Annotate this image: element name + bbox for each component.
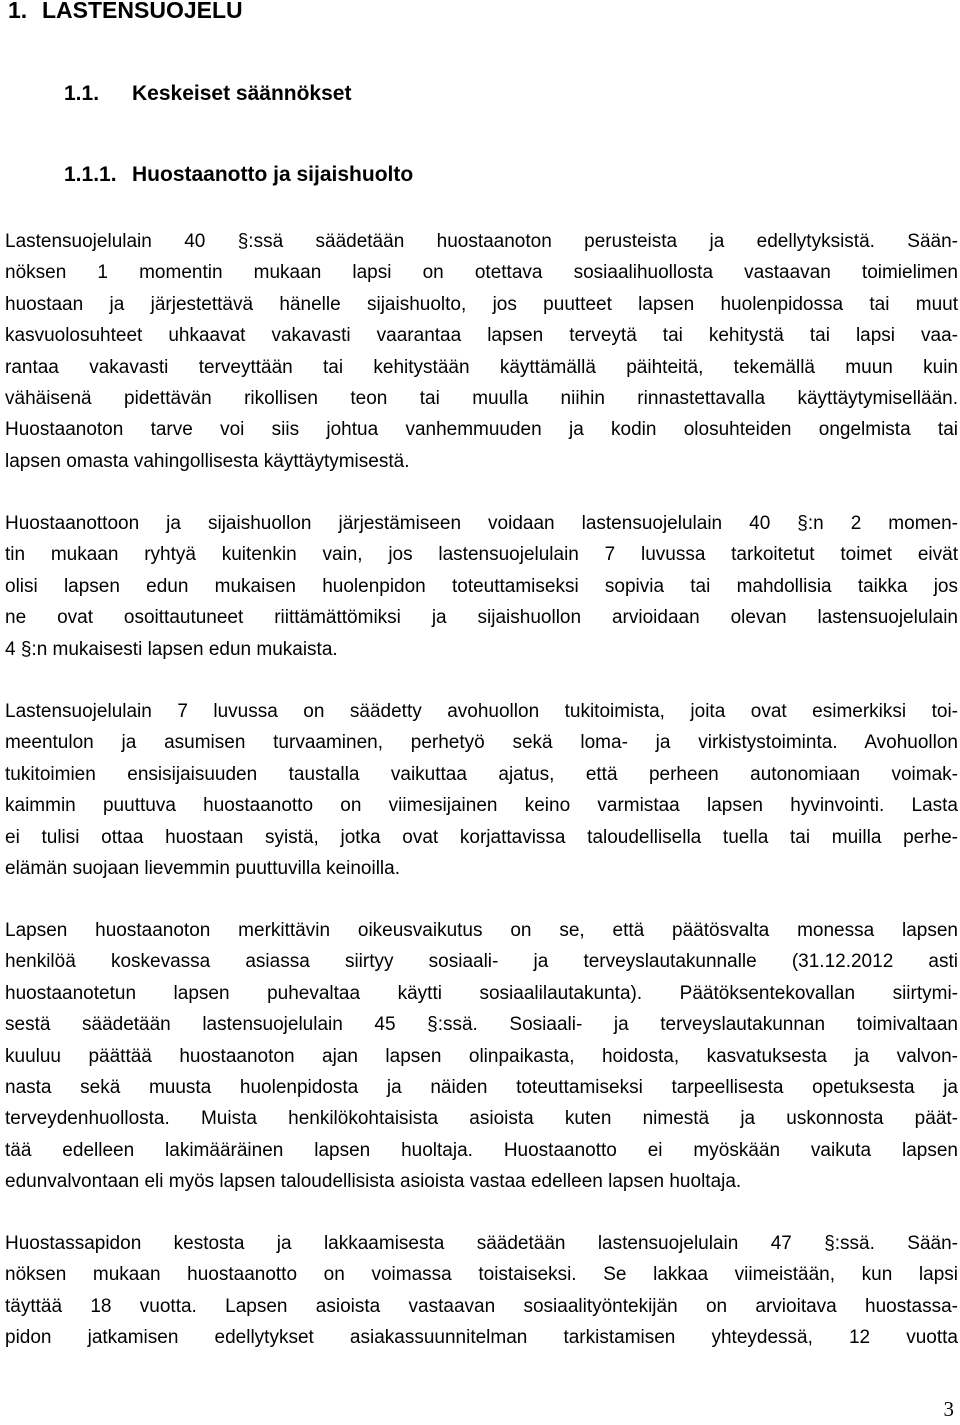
text-line: meentulon ja asumisen turvaaminen, perhetyö sekä loma- ja virkistystoiminta. Avohuollon: [5, 732, 958, 754]
text-line: kaimmin puuttuva huostaanotto on viimesijainen keino varmistaa lapsen hyvinvointi. Lasta: [5, 795, 958, 817]
text-line: edunvalvontaan eli myös lapsen taloudellisista asioista vastaa edelleen lapsen huoltaja.: [5, 1171, 742, 1193]
text-line: ei tulisi ottaa huostaan syistä, jotka ovat korjattavissa taloudellisella tuella tai muilla perhe-: [5, 826, 958, 848]
page-number: 3: [943, 1397, 954, 1421]
text-line: nasta sekä muusta huolenpidosta ja näiden toteuttamiseksi tarpeellisesta opetuksesta ja: [5, 1077, 958, 1099]
heading-text: Huostaanotto ja sijaishuolto: [132, 163, 414, 186]
paragraph-toissijaisuus: [5, 508, 958, 665]
text-line: olisi lapsen edun mukaisen huolenpidon toteuttamiseksi sopivia tai mahdollisia taikka jos: [5, 575, 958, 597]
text-line: terveydenhuollosta. Muista henkilökohtaisista asioista kuten nimestä ja uskonnosta päät-: [5, 1108, 958, 1130]
paragraph-avohuolto: [5, 696, 958, 884]
text-line: pidon jatkamisen edellytykset asiakassuunnitelman tarkistamisen yhteydessä, 12 vuotta: [5, 1327, 958, 1349]
text-line: ne ovat osoittautuneet riittämättömiksi ja sijaishuollon arvioidaan olevan lastensuojelulain: [5, 607, 958, 629]
heading-number: 1.: [8, 0, 28, 23]
text-line: tin mukaan ryhtyä kuitenkin vain, jos lastensuojelulain 7 luvussa tarkoitetut toimet eivät: [5, 544, 958, 566]
text-line: huostaanotetun lapsen puhevaltaa käytti sosiaalilautakunta). Päätöksentekovallan siirtymi-: [5, 982, 958, 1004]
text-line: sestä säädetään lastensuojelulain 45 §:ssä. Sosiaali- ja terveyslautakunnan toimivaltaan: [5, 1014, 958, 1036]
heading-level-2: [64, 82, 351, 106]
heading-number: 1.1.: [64, 82, 100, 105]
text-line: 4 §:n mukaisesti lapsen edun mukaista.: [5, 638, 338, 660]
heading-level-1: [8, 0, 243, 24]
text-line: Huostaanoton tarve voi siis johtua vanhemmuuden ja kodin olosuhteiden ongelmista tai: [5, 419, 958, 441]
paragraph-oikeusvaikutus: [5, 915, 958, 1198]
text-line: kasvuolosuhteet uhkaavat vakavasti vaarantaa lapsen terveytä tai kehitystä tai lapsi vaa-: [5, 325, 958, 347]
text-line: Huostaanottoon ja sijaishuollon järjestämiseen voidaan lastensuojelulain 40 §:n 2 momen-: [5, 513, 958, 534]
text-line: rantaa vakavasti terveyttään tai kehitystään käyttämällä päihteitä, tekemällä muun kuin: [5, 356, 958, 378]
text-line: täyttää 18 vuotta. Lapsen asioista vastaavan sosiaalityöntekijän on arvioitava huostassa-: [5, 1295, 958, 1317]
text-line: kuuluu päättää huostaanoton ajan lapsen olinpaikasta, hoidosta, kasvatuksesta ja valvon-: [5, 1045, 958, 1067]
text-line: lapsen omasta vahingollisesta käyttäytymisestä.: [5, 450, 410, 472]
text-line: henkilöä koskevassa asiassa siirtyy sosiaali- ja terveyslautakunnalle (31.12.2012 asti: [5, 951, 958, 973]
text-line: Huostassapidon kestosta ja lakkaamisesta säädetään lastensuojelulain 47 §:ssä. Sään-: [5, 1233, 958, 1254]
heading-number: 1.1.1.: [64, 163, 117, 186]
heading-level-3: [64, 163, 413, 187]
text-line: vähäisenä pidettävän rikollisen teon tai muulla niihin rinnastettavalla käyttäytymisellään.: [5, 388, 958, 410]
text-line: elämän suojaan lievemmin puuttuvilla keinoilla.: [5, 858, 400, 880]
text-line: Lapsen huostaanoton merkittävin oikeusvaikutus on se, että päätösvalta monessa lapsen: [5, 920, 958, 941]
text-line: nöksen 1 momentin mukaan lapsi on otettava sosiaalihuollosta vastaavan toimielimen: [5, 262, 958, 284]
text-line: huostaan ja järjestettävä hänelle sijaishuolto, jos puutteet lapsen huolenpidossa tai muut: [5, 293, 958, 315]
text-line: tää edelleen lakimääräinen lapsen huoltaja. Huostaanotto ei myöskään vaikuta lapsen: [5, 1139, 958, 1161]
text-line: nöksen mukaan huostaanotto on voimassa toistaiseksi. Se lakkaa viimeistään, kun lapsi: [5, 1264, 958, 1286]
paragraph-huostaanoton-perusteet: [5, 226, 958, 477]
text-line: tukitoimien ensisijaisuuden taustalla vaikuttaa ajatus, että perheen autonomiaan voimak-: [5, 763, 958, 785]
paragraph-huostassapidon-kesto: [5, 1228, 958, 1354]
text-line: Lastensuojelulain 40 §:ssä säädetään huostaanoton perusteista ja edellytyksistä. Sään-: [5, 231, 958, 252]
heading-text: LASTENSUOJELU: [42, 0, 243, 23]
text-line: Lastensuojelulain 7 luvussa on säädetty avohuollon tukitoimista, joita ovat esimerkiksi toi-: [5, 701, 958, 722]
heading-text: Keskeiset säännökset: [132, 82, 352, 105]
